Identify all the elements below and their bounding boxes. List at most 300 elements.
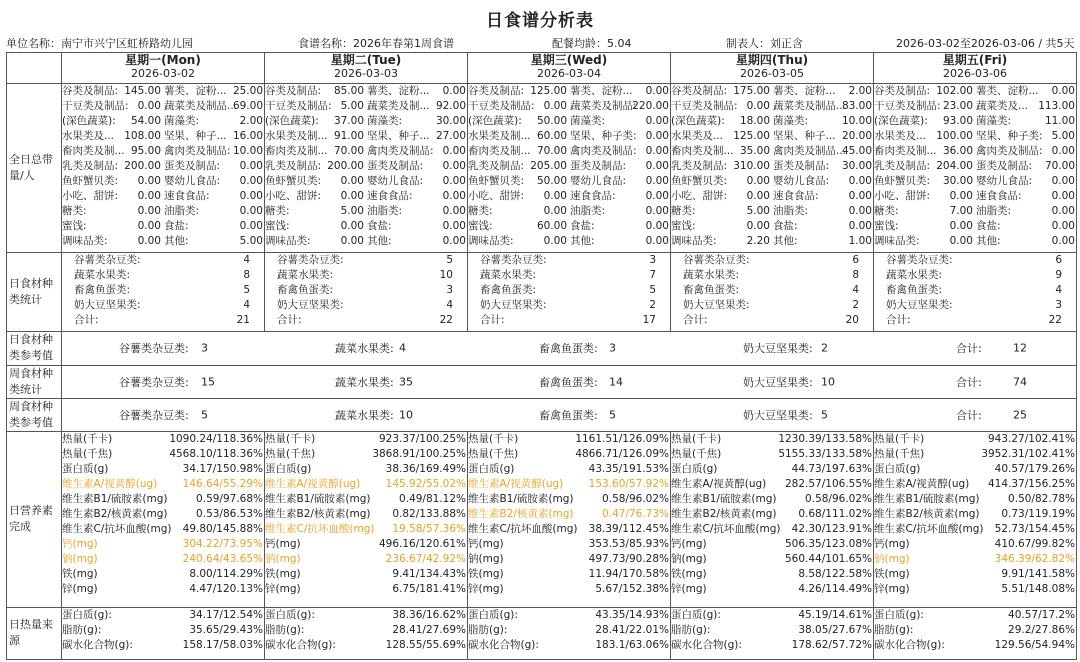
variety-row [671, 313, 873, 328]
nutrient-value: 8.00/114.29% [189, 567, 263, 580]
amount-value: 0.00 [645, 130, 669, 143]
week_ref-value: 5 [201, 408, 208, 422]
energy-value: 38.36/16.62% [392, 608, 466, 621]
amount-value: 36.00 [942, 145, 973, 158]
amount-value: 23.00 [942, 100, 973, 113]
nutrient-value: 6.75/181.41% [392, 582, 466, 595]
amount-value: 0.00 [442, 235, 466, 248]
variety-row [265, 283, 467, 298]
daily-variety-cell [265, 252, 468, 331]
nutrient-value: 5155.33/133.58% [778, 447, 872, 460]
nutrient-label: 蛋白质(g) [62, 462, 109, 475]
food-category-label: 蔬菜类及制品... [773, 100, 847, 113]
amount-value: 125.00 [733, 130, 770, 143]
variety-row [62, 283, 264, 298]
nutrient-label: 维生素B1/硫胺素(mg) [62, 492, 168, 505]
food-category-label: 谷类及制品: [468, 85, 525, 98]
row-label-energy: 日热量来源 [7, 607, 62, 659]
amount-value: 0.00 [645, 205, 669, 218]
food-category-label: (深色蔬菜): [671, 115, 725, 128]
amount-row [468, 99, 670, 114]
amount-row [265, 234, 467, 249]
food-category-label: (深色蔬菜): [874, 115, 928, 128]
energy-value: 43.35/14.93% [595, 608, 669, 621]
variety-row [468, 268, 670, 283]
variety-label: 谷薯类杂豆类: [886, 253, 953, 266]
amount-value: 45.00 [841, 145, 872, 158]
amount-row [468, 129, 670, 144]
nutrient-value: 9.41/134.43% [392, 567, 466, 580]
nutrient-row [468, 582, 670, 597]
amount-value: 175.00 [733, 85, 770, 98]
amount-value: 70.00 [1044, 160, 1075, 173]
nutrient-label: 钙(mg) [671, 537, 707, 550]
food-category-label: 禽肉类及制品: [164, 145, 231, 158]
daily-variety-cell [874, 252, 1077, 331]
daily_ref-value: 12 [1013, 341, 1027, 355]
food-category-label: 畜肉类及制... [671, 145, 734, 158]
variety-count: 22 [1048, 313, 1062, 326]
nutrient-value: 38.39/112.45% [588, 522, 669, 535]
variety-label: 畜禽鱼蛋类: [886, 283, 943, 296]
amount-row [468, 144, 670, 159]
food-category-label: 蜜饯: [265, 220, 290, 233]
amount-value: 0.00 [1051, 235, 1075, 248]
nutrient-label: 维生素B1/硫胺素(mg) [468, 492, 574, 505]
amount-value: 69.00 [232, 100, 263, 113]
week_stats-value: 15 [201, 375, 215, 389]
amount-value: 35.00 [739, 145, 770, 158]
nutrient-row [62, 522, 264, 537]
energy-value: 128.55/55.69% [385, 638, 466, 651]
variety-row [468, 253, 670, 268]
amount-value: 0.00 [239, 190, 263, 203]
food-category-label: 婴幼儿食品: [773, 175, 830, 188]
nutrient-row [671, 447, 873, 462]
amount-value: 2.20 [746, 235, 770, 248]
nutrient-row [874, 552, 1076, 567]
nutrient-cell [671, 431, 874, 607]
food-category-label: 蔬菜类及制品... [164, 100, 238, 113]
amount-value: 37.00 [333, 115, 364, 128]
amount-value: 0.00 [239, 175, 263, 188]
food-category-label: 蜜饯: [468, 220, 493, 233]
nutrient-label: 热量(千焦) [874, 447, 925, 460]
food-category-label: 水果类及制... [468, 130, 531, 143]
energy-label: 碳水化合物(g): [671, 638, 742, 651]
energy-label: 脂肪(g): [265, 623, 305, 636]
daily_ref-value: 3 [201, 341, 208, 355]
nutrient-value: 44.73/197.63% [791, 462, 872, 475]
amount-value: 0.00 [848, 220, 872, 233]
nutrient-row [62, 507, 264, 522]
variety-row [874, 313, 1076, 328]
variety-label: 谷薯类杂豆类: [480, 253, 547, 266]
nutrient-row [468, 537, 670, 552]
food-category-label: (深色蔬菜): [265, 115, 319, 128]
variety-row [874, 283, 1076, 298]
amount-value: 0.00 [137, 205, 161, 218]
variety-count: 5 [446, 253, 453, 266]
row-label-total: 全日总带量/人 [7, 84, 62, 253]
food-category-label: 菌藻类: [773, 115, 809, 128]
variety-label: 谷薯类杂豆类: [277, 253, 344, 266]
nutrient-value: 410.67/99.82% [994, 537, 1075, 550]
variety-label: 奶大豆坚果类: [480, 298, 547, 311]
nutrient-row [468, 477, 670, 492]
food-category-label: 坚果、种子... [773, 130, 836, 143]
amount-row [671, 204, 873, 219]
nutrient-row [265, 522, 467, 537]
variety-row [874, 268, 1076, 283]
food-category-label: 蜜饯: [874, 220, 899, 233]
amount-value: 50.00 [536, 115, 567, 128]
energy-value: 34.17/12.54% [189, 608, 263, 621]
energy-row [62, 623, 264, 638]
variety-label: 合计: [480, 313, 505, 326]
food-category-label: 食盐: [367, 220, 392, 233]
food-category-label: 婴幼儿食品: [976, 175, 1033, 188]
food-category-label: 调味品类: [62, 235, 108, 248]
variety-row [62, 298, 264, 313]
nutrient-row [671, 462, 873, 477]
amount-value: 30.00 [942, 175, 973, 188]
nutrient-row [468, 447, 670, 462]
nutrient-row [874, 432, 1076, 447]
nutrient-value: 146.64/55.29% [182, 477, 263, 490]
nutrient-row [874, 462, 1076, 477]
week_stats-value: 14 [609, 375, 623, 389]
amount-value: 54.00 [130, 115, 161, 128]
nutrient-label: 铁(mg) [874, 567, 910, 580]
variety-count: 6 [852, 253, 859, 266]
nutrient-label: 热量(千卡) [468, 432, 519, 445]
amount-value: 2.00 [239, 115, 263, 128]
nutrient-row [468, 507, 670, 522]
energy-value: 35.65/29.43% [189, 623, 263, 636]
food-category-label: 蛋类及制品: [367, 160, 424, 173]
nutrient-value: 40.57/179.26% [994, 462, 1075, 475]
amount-value: 0.00 [1051, 85, 1075, 98]
daily-variety-cell [468, 252, 671, 331]
energy-label: 碳水化合物(g): [265, 638, 336, 651]
nutrient-value: 5.51/148.08% [1001, 582, 1075, 595]
nutrient-row [671, 552, 873, 567]
food-category-label: 薯类、淀粉... [367, 85, 430, 98]
food-category-label: 婴幼儿食品: [367, 175, 424, 188]
variety-label: 蔬菜水果类: [277, 268, 334, 281]
energy-row [265, 638, 467, 653]
food-category-label: 鱼虾蟹贝类: [468, 175, 525, 188]
nutrient-value: 52.73/154.45% [994, 522, 1075, 535]
nutrient-value: 5.67/152.38% [595, 582, 669, 595]
nutrient-value: 145.92/55.02% [385, 477, 466, 490]
variety-row [265, 253, 467, 268]
amount-value: 83.00 [841, 100, 872, 113]
variety-count: 10 [439, 268, 453, 281]
weekly-stats-cell [62, 365, 1077, 398]
food-category-label: 其他: [570, 235, 595, 248]
amount-value: 0.00 [340, 175, 364, 188]
amount-row [62, 189, 264, 204]
daily_ref-label: 蔬菜水果类: [335, 342, 394, 356]
nutrient-row [62, 462, 264, 477]
daily-amount-cell [265, 84, 468, 253]
variety-count: 4 [446, 298, 453, 311]
variety-label: 畜禽鱼蛋类: [480, 283, 537, 296]
daily-amount-cell [671, 84, 874, 253]
energy-row [468, 638, 670, 653]
nutrient-row [62, 447, 264, 462]
amount-value: 10.00 [232, 145, 263, 158]
amount-value: 0.00 [239, 205, 263, 218]
weekly-reference-cell [62, 398, 1077, 431]
amount-row [265, 99, 467, 114]
energy-label: 脂肪(g): [671, 623, 711, 636]
nutrient-label: 热量(千焦) [468, 447, 519, 460]
nutrient-row [468, 462, 670, 477]
energy-row [671, 608, 873, 623]
food-category-label: 糖类: [62, 205, 87, 218]
nutrient-label: 维生素C/抗坏血酸(mg) [62, 522, 172, 535]
food-category-label: 糖类: [874, 205, 899, 218]
nutrient-value: 3868.91/100.25% [372, 447, 466, 460]
energy-label: 脂肪(g): [874, 623, 914, 636]
food-category-label: 鱼虾蟹贝类: [265, 175, 322, 188]
energy-label: 蛋白质(g): [874, 608, 924, 621]
energy-value: 40.57/17.2% [1008, 608, 1075, 621]
amount-value: 0.00 [543, 205, 567, 218]
week_ref-value: 10 [399, 408, 413, 422]
day-date: 2026-03-02 [131, 67, 195, 80]
amount-value: 93.00 [942, 115, 973, 128]
food-category-label: 乳类及制品: [468, 160, 525, 173]
amount-row [265, 84, 467, 99]
food-category-label: (深色蔬菜): [468, 115, 522, 128]
food-category-label: 干豆类及制品: [874, 100, 941, 113]
amount-value: 60.00 [536, 220, 567, 233]
nutrient-label: 热量(千焦) [265, 447, 316, 460]
amount-value: 102.00 [936, 85, 973, 98]
nutrient-value: 4568.10/118.36% [169, 447, 263, 460]
amount-row [874, 219, 1076, 234]
amount-row [62, 204, 264, 219]
nutrient-row [265, 567, 467, 582]
nutrient-label: 铁(mg) [265, 567, 301, 580]
energy-label: 蛋白质(g): [62, 608, 112, 621]
nutrient-label: 钠(mg) [671, 552, 707, 565]
day-date: 2026-03-06 [943, 67, 1007, 80]
amount-value: 0.00 [746, 190, 770, 203]
nutrient-row [62, 537, 264, 552]
nutrient-cell [62, 431, 265, 607]
energy-label: 蛋白质(g): [671, 608, 721, 621]
food-category-label: 坚果、种子... [164, 130, 227, 143]
amount-row [671, 99, 873, 114]
nutrient-label: 锌(mg) [671, 582, 707, 595]
day-header [265, 53, 468, 84]
daily-reference-row [7, 332, 1077, 365]
food-category-label: 谷类及制品: [265, 85, 322, 98]
nutrient-value: 497.73/90.28% [588, 552, 669, 565]
nutrient-label: 蛋白质(g) [265, 462, 312, 475]
amount-value: 310.00 [733, 160, 770, 173]
amount-row [265, 174, 467, 189]
nutrient-label: 维生素A/视黄醇(ug) [671, 477, 767, 490]
variety-count: 8 [852, 268, 859, 281]
nutrient-row [62, 552, 264, 567]
amount-value: 27.00 [435, 130, 466, 143]
variety-count: 5 [243, 283, 250, 296]
daily-amount-cell [468, 84, 671, 253]
energy-label: 碳水化合物(g): [62, 638, 133, 651]
nutrient-label: 钠(mg) [468, 552, 504, 565]
amount-value: 0.00 [137, 235, 161, 248]
day-name: 星期二(Tue) [330, 53, 402, 67]
variety-label: 奶大豆坚果类: [277, 298, 344, 311]
day-date: 2026-03-03 [334, 67, 398, 80]
food-category-label: 菌藻类: [976, 115, 1012, 128]
food-category-label: 乳类及制品: [671, 160, 728, 173]
variety-count: 3 [649, 253, 656, 266]
amount-value: 16.00 [232, 130, 263, 143]
nutrient-label: 维生素A/视黄醇(ug) [265, 477, 361, 490]
week_ref-value: 5 [609, 408, 616, 422]
nutrient-row [874, 582, 1076, 597]
amount-row [62, 174, 264, 189]
page-title: 日食谱分析表 [486, 11, 594, 31]
date-range: 2026-03-02至2026-03-06 / 共5天 [896, 37, 1075, 50]
amount-value: 0.00 [645, 220, 669, 233]
amount-row [874, 129, 1076, 144]
nutrient-label: 锌(mg) [265, 582, 301, 595]
nutrient-value: 0.82/133.88% [392, 507, 466, 520]
nutrient-label: 维生素C/抗坏血酸(mg) [874, 522, 984, 535]
variety-label: 合计: [277, 313, 302, 326]
food-category-label: 畜肉类及制... [468, 145, 531, 158]
energy-value: 29.2/27.86% [1008, 623, 1075, 636]
variety-count: 4 [243, 253, 250, 266]
nutrient-label: 维生素B2/核黄素(mg) [671, 507, 777, 520]
amount-row [62, 159, 264, 174]
variety-row [671, 283, 873, 298]
week_stats-value: 10 [821, 375, 835, 389]
variety-count: 2 [852, 298, 859, 311]
food-category-label: 蛋类及制品: [164, 160, 221, 173]
nutrient-value: 346.39/62.82% [994, 552, 1075, 565]
food-category-label: 食盐: [570, 220, 595, 233]
daily_ref-label: 谷薯类杂豆类: [119, 342, 189, 356]
amount-value: 0.00 [543, 100, 567, 113]
food-category-label: 速食食品: [367, 190, 413, 203]
nutrient-value: 1161.51/126.09% [575, 432, 669, 445]
daily-amount-cell [874, 84, 1077, 253]
nutrient-value: 0.47/76.73% [602, 507, 669, 520]
variety-count: 7 [649, 268, 656, 281]
nutrient-label: 热量(千卡) [265, 432, 316, 445]
food-category-label: 调味品类: [671, 235, 717, 248]
food-category-label: 蔬菜类及... [976, 100, 1029, 113]
food-category-label: 蔬菜类及制... [367, 100, 430, 113]
food-category-label: 干豆类及制品: [62, 100, 129, 113]
energy-value: 45.19/14.61% [798, 608, 872, 621]
nutrient-value: 4866.71/126.09% [575, 447, 669, 460]
report-maker: 制表人：刘正含 [726, 37, 803, 50]
nutrient-value: 304.22/73.95% [182, 537, 263, 550]
energy-row [468, 623, 670, 638]
amount-row [874, 204, 1076, 219]
amount-value: 0.00 [848, 205, 872, 218]
nutrient-row [874, 537, 1076, 552]
amount-value: 18.00 [739, 115, 770, 128]
variety-row [265, 298, 467, 313]
variety-label: 蔬菜水果类: [886, 268, 943, 281]
nutrient-value: 353.53/85.93% [588, 537, 669, 550]
nutrient-row [468, 492, 670, 507]
variety-label: 畜禽鱼蛋类: [683, 283, 740, 296]
amount-row [62, 99, 264, 114]
amount-value: 30.00 [841, 160, 872, 173]
amount-value: 0.00 [848, 190, 872, 203]
nutrient-value: 0.49/81.12% [399, 492, 466, 505]
variety-row [265, 268, 467, 283]
energy-label: 脂肪(g): [62, 623, 102, 636]
nutrient-row [874, 507, 1076, 522]
amount-value: 0.00 [137, 100, 161, 113]
amount-row [671, 174, 873, 189]
nutrient-label: 维生素B2/核黄素(mg) [468, 507, 574, 520]
nutrient-label: 维生素B2/核黄素(mg) [62, 507, 168, 520]
amount-value: 0.00 [1051, 145, 1075, 158]
nutrient-label: 钠(mg) [265, 552, 301, 565]
variety-label: 奶大豆坚果类: [74, 298, 141, 311]
energy-label: 脂肪(g): [468, 623, 508, 636]
food-category-label: 速食食品: [570, 190, 616, 203]
nutrient-value: 923.37/100.25% [379, 432, 466, 445]
menu-name: 食谱名称：2026年春第1周食谱 [298, 37, 454, 50]
amount-value: 92.00 [435, 100, 466, 113]
nutrient-row [265, 447, 467, 462]
food-category-label: 蛋类及制品: [570, 160, 627, 173]
variety-row [62, 253, 264, 268]
food-category-label: 其他: [164, 235, 189, 248]
amount-row [62, 234, 264, 249]
nutrient-value: 496.16/120.61% [379, 537, 466, 550]
food-category-label: 蜜饯: [671, 220, 696, 233]
amount-value: 205.00 [530, 160, 567, 173]
nutrient-row [874, 492, 1076, 507]
nutrient-row [265, 462, 467, 477]
nutrient-label: 维生素B2/核黄素(mg) [265, 507, 371, 520]
variety-row [671, 253, 873, 268]
nutrient-value: 34.17/150.98% [182, 462, 263, 475]
amount-value: 1.00 [848, 235, 872, 248]
nutrient-value: 153.60/57.92% [588, 477, 669, 490]
food-category-label: 水果类及制... [265, 130, 328, 143]
food-category-label: (深色蔬菜): [62, 115, 116, 128]
nutrient-value: 0.50/82.78% [1008, 492, 1075, 505]
daily_ref-value: 2 [821, 341, 828, 355]
energy-row [265, 608, 467, 623]
amount-value: 0.00 [442, 220, 466, 233]
food-category-label: 禽肉类及制品: [976, 145, 1043, 158]
nutrient-value: 1090.24/118.36% [169, 432, 263, 445]
variety-row [468, 313, 670, 328]
nutrient-label: 蛋白质(g) [874, 462, 921, 475]
variety-label: 蔬菜水果类: [683, 268, 740, 281]
food-category-label: 糖类: [265, 205, 290, 218]
nutrient-value: 0.59/97.68% [196, 492, 263, 505]
